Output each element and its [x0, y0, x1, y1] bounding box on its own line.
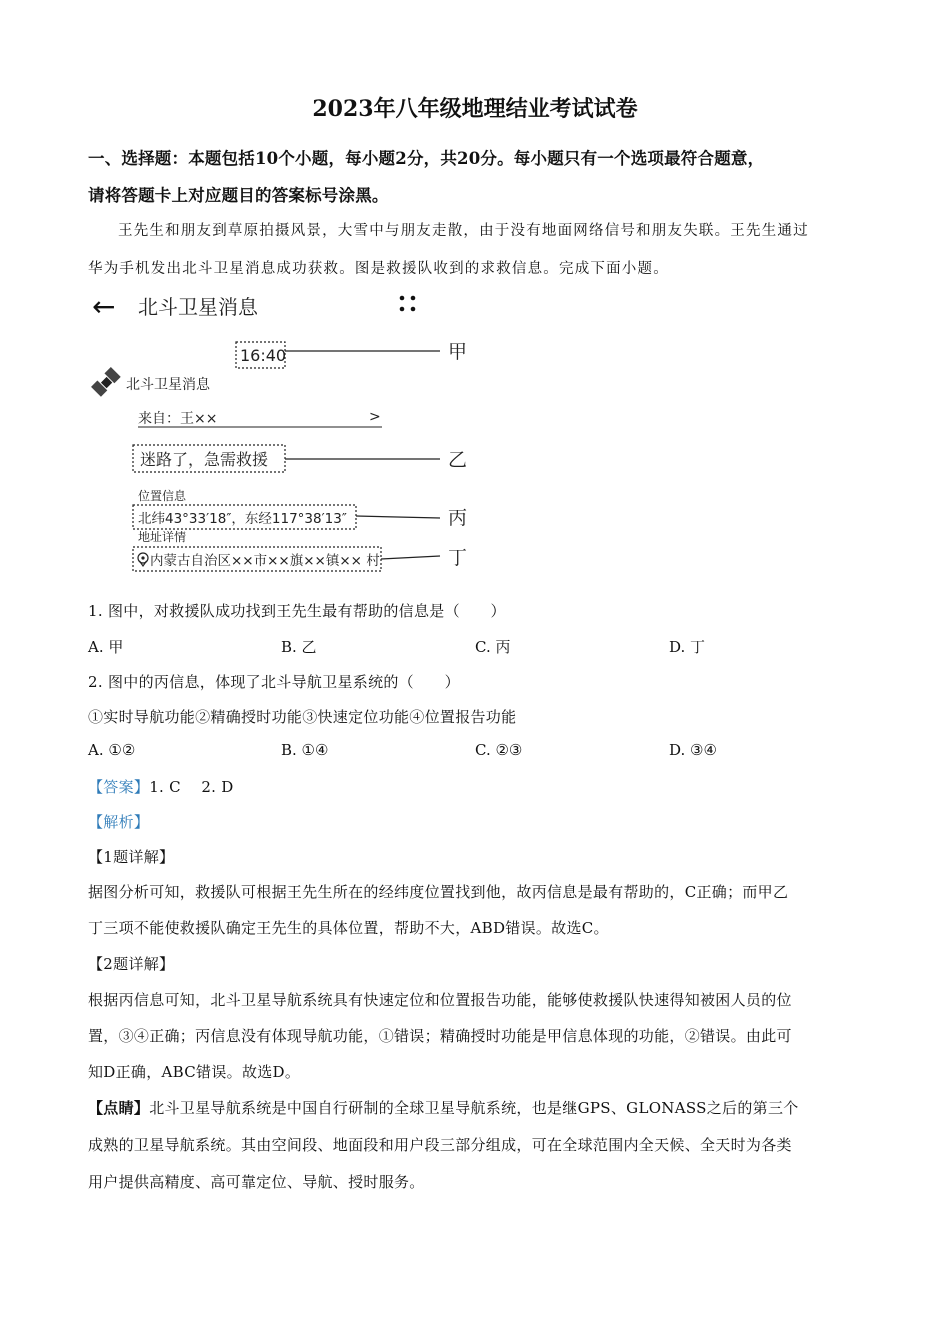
detail-2-line-3: 知D正确，ABC错误。故选D。	[88, 1063, 301, 1081]
detail-1-line-2: 丁三项不能使救援队确定王先生的具体位置，帮助不大，ABD错误。故选C。	[88, 919, 609, 937]
position-text: 北纬43°33′18″，东经117°38′13″	[138, 511, 347, 527]
more-dots-icon	[400, 296, 416, 312]
dianjing-tag: 【点睛】	[88, 1099, 150, 1117]
address-title: 地址详情	[138, 530, 187, 544]
analysis-tag: 【解析】	[88, 813, 150, 831]
question-2-items: ①实时导航功能②精确授时功能③快速定位功能④位置报告功能	[88, 708, 517, 726]
dianjing-line-1	[88, 1097, 799, 1118]
q2-option-d: D. ③④	[669, 741, 717, 759]
figure-header: 北斗卫星消息	[138, 295, 258, 319]
detail-2-line-1: 根据丙信息可知，北斗卫星导航系统具有快速定位和位置报告功能，能够使救援队快速得知被困人员的位	[88, 991, 792, 1009]
q1-option-b: B. 乙	[281, 638, 317, 656]
passage-line-1: 王先生和朋友到草原拍摄风景，大雪中与朋友走散，由于没有地面网络信号和朋友失联。王先生通过	[118, 223, 809, 239]
satellite-icon	[91, 367, 121, 397]
q2-option-c: C. ②③	[475, 741, 523, 759]
q1-option-d: D. 丁	[669, 638, 706, 656]
dianjing-line-2: 成熟的卫星导航系统。其由空间段、地面段和用户段三部分组成，可在全球范围内全天候、全天时为各类	[88, 1136, 792, 1154]
section-heading-line-1: 一、选择题：本题包括10个小题，每小题2分，共20分。每小题只有一个选项最符合题意，	[88, 149, 765, 168]
dianjing-text-1: 北斗卫星导航系统是中国自行研制的全球卫星导航系统，也是继GPS、GLONASS之后的第三个	[149, 1099, 799, 1117]
question-1-stem: 1. 图中，对救援队成功找到王先生最有帮助的信息是（ ）	[88, 602, 506, 620]
passage-line-2: 华为手机发出北斗卫星消息成功获救。图是救援队收到的求救信息。完成下面小题。	[88, 261, 669, 277]
detail-2-tag: 【2题详解】	[88, 955, 175, 973]
answer-text: 1. C 2. D	[149, 778, 234, 796]
beidou-message-figure	[88, 288, 508, 583]
chevron-right-icon: >	[369, 409, 381, 425]
leader-line-ding	[381, 556, 440, 559]
sender-text: 来自：王××	[138, 411, 218, 427]
question-2-stem: 2. 图中的丙信息，体现了北斗导航卫星系统的（ ）	[88, 673, 460, 691]
leader-line-bing	[356, 516, 440, 518]
q2-option-b: B. ①④	[281, 741, 329, 759]
label-ding: 丁	[448, 547, 468, 569]
message-text: 迷路了，急需救援	[140, 450, 269, 469]
q1-option-a: A. 甲	[88, 638, 124, 656]
section-heading-line-2: 请将答题卡上对应题目的答案标号涂黑。	[88, 186, 389, 205]
position-title: 位置信息	[138, 489, 187, 503]
label-yi: 乙	[448, 449, 468, 471]
label-jia: 甲	[448, 341, 468, 363]
detail-2-line-2: 置，③④正确；丙信息没有体现导航功能，①错误；精确授时功能是甲信息体现的功能，②错误。由此可	[88, 1027, 792, 1045]
answer-tag: 【答案】	[88, 778, 150, 796]
back-arrow-icon: ←	[92, 290, 116, 323]
page-title: 2023年八年级地理结业考试试卷	[312, 96, 638, 122]
label-bing: 丙	[448, 507, 468, 529]
address-text: 内蒙古自治区××市××旗××镇×× 村	[150, 553, 380, 569]
q2-option-a: A. ①②	[88, 741, 136, 759]
dianjing-line-3: 用户提供高精度、高可靠定位、导航、授时服务。	[88, 1173, 425, 1191]
q1-option-c: C. 丙	[475, 638, 511, 656]
message-time: 16:40	[240, 346, 287, 365]
detail-1-line-1: 据图分析可知，救援队可根据王先生所在的经纬度位置找到他，故丙信息是最有帮助的，C正确；而甲乙	[88, 883, 789, 901]
answer-line	[88, 776, 234, 797]
satellite-message-label: 北斗卫星消息	[126, 377, 210, 393]
detail-1-tag: 【1题详解】	[88, 848, 175, 866]
location-pin-icon	[138, 553, 148, 566]
